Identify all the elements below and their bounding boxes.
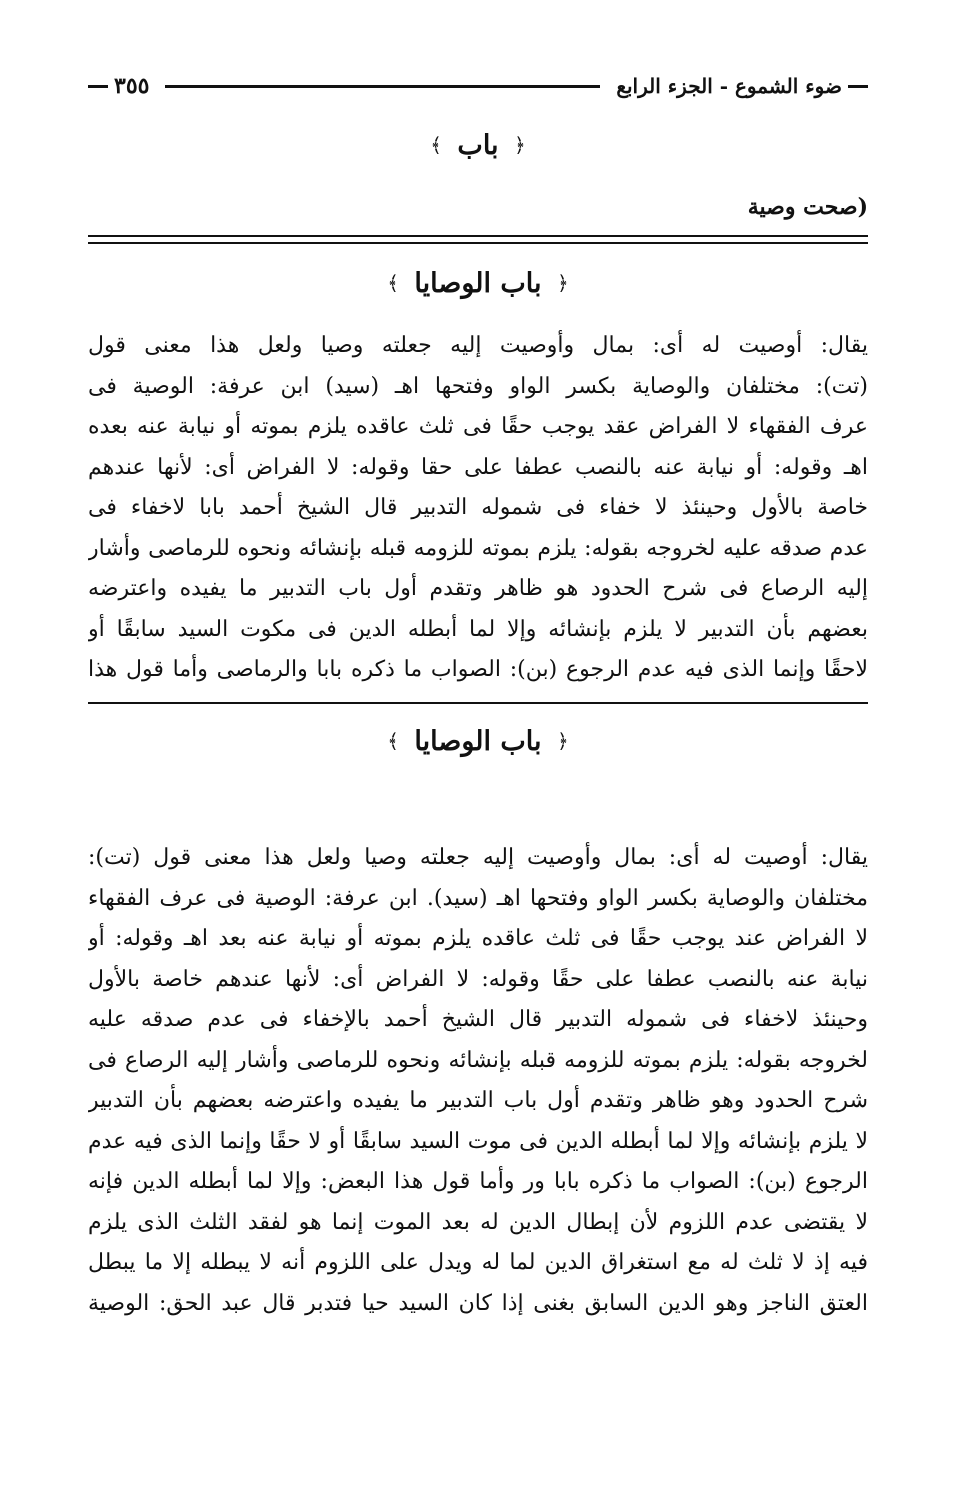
text-line: يقال: أوصيت له أى: بمال وأوصيت إليه جعلته وصيا ولعل هذا معنى قول bbox=[88, 333, 868, 358]
text-line: بعضهم بأن التدبير لا يلزم بإنشائه وإلا لما أبطله الدين فى مكوت السيد سابقًا أو bbox=[88, 616, 868, 642]
running-title: ضوء الشموع - الجزء الرابع bbox=[616, 74, 842, 98]
header-rule bbox=[165, 85, 600, 88]
divider-double-bottom bbox=[88, 242, 868, 244]
header-dash-left bbox=[88, 85, 108, 88]
text-line: وحينئذ لاخفاء فى شموله التدبير قال الشيخ أحمد بالإخفاء فى عدم صدقه عليه bbox=[88, 1007, 868, 1032]
chapter-heading-text: باب bbox=[457, 130, 499, 161]
chapter-heading bbox=[88, 130, 868, 161]
ornament-bracket-close: ﴾ bbox=[387, 271, 400, 295]
header-dash-right bbox=[848, 85, 868, 88]
ornament-bracket-open: ﴿ bbox=[556, 729, 569, 753]
text-line: لا يلزم بإنشائه وإلا لما أبطله الدين فى موت السيد سابقًا أو لا حقًا وإنما الذى فيه عدم bbox=[88, 1128, 868, 1154]
text-line: لخروجه بقوله: يلزم بموته للزومه قبله بإنشائه ونحوه للرماصى وأشار إليه الرصاع فى bbox=[88, 1047, 868, 1073]
section1-heading bbox=[88, 268, 868, 299]
text-line: يقال: أوصيت له أى: بمال وأوصيت إليه جعلته وصيا ولعل هذا معنى قول (تت): bbox=[88, 845, 868, 870]
ornament-bracket-close: ﴾ bbox=[430, 133, 442, 157]
text-line: نيابة عنه بالنصب عطفا على حقًا وقوله: لا الفراض أى: لأنها عندهم خاصة بالأول bbox=[88, 966, 868, 992]
section2-heading-text: باب الوصايا bbox=[414, 726, 542, 757]
section-divider bbox=[88, 702, 868, 704]
text-line: لاحقًا وإنما الذى فيه عدم الرجوع (بن): الصواب ما ذكره بابا والرماصى وأما قول هذا bbox=[88, 657, 868, 682]
text-line: (تت): مختلفان والوصاية بكسر الواو وفتحها اهـ (سيد) ابن عرفة: الوصية فى bbox=[88, 373, 868, 399]
text-line: اهـ وقوله: أو نيابة عنه بالنصب عطفا على حقا وقوله: لا الفراض أى: لأنها عندهم bbox=[88, 454, 868, 480]
ornament-bracket-open: ﴿ bbox=[513, 133, 526, 157]
ornament-bracket-close: ﴾ bbox=[387, 729, 400, 753]
text-line: خاصة بالأول وحينئذ لا خفاء فى شموله التدبير قال الشيخ أحمد بابا لاخفاء فى bbox=[88, 495, 868, 520]
text-line: مختلفان والوصاية بكسر الواو وفتحها اهـ (سيد). ابن عرفة: الوصية فى عرف الفقهاء bbox=[88, 885, 868, 911]
section2-paragraph bbox=[88, 838, 868, 1324]
section1-paragraph bbox=[88, 326, 868, 691]
text-line: لا يقتضى عدم اللزوم لأن إبطال الدين له بعد الموت إنما هو لفقد الثلث الذى يلزم bbox=[88, 1209, 868, 1235]
section2-heading bbox=[88, 726, 868, 757]
text-line: عدم صدقه عليه لخروجه بقوله: يلزم بموته للزومه قبله بإنشائه ونحوه للرماصى وأشار bbox=[88, 535, 868, 561]
text-line: الرجوع (بن): الصواب ما ذكره بابا ور وأما قول هذا البعض: وإلا لما أبطله الدين فإنه bbox=[88, 1169, 868, 1194]
subheading: (صحت وصية bbox=[747, 194, 868, 220]
text-line: لا الفراض عند يوجب حقًا فى ثلث عاقده يلزم بموته أو نيابة عنه بعد اهـ وقوله: أو bbox=[88, 926, 868, 951]
running-header bbox=[88, 66, 868, 106]
text-line: عرف الفقهاء لا الفراض عقد يوجب حقًا فى ثلث عاقده يلزم بموته أو نيابة عنه بعده bbox=[88, 414, 868, 439]
page-number: ٣٥٥ bbox=[114, 73, 150, 99]
text-line: فيه إذ لا ثلث له مع استغراق الدين لما له ويدل على اللزوم أنه لا يبطله إلا ما يبطل bbox=[88, 1250, 868, 1275]
ornament-bracket-open: ﴿ bbox=[556, 271, 569, 295]
section1-heading-text: باب الوصايا bbox=[414, 268, 542, 299]
text-line: العتق الناجز وهو الدين السابق بغنى إذا كان السيد حيا فتدبر قال عبد الحق: الوصية bbox=[88, 1290, 868, 1316]
divider-double-top bbox=[88, 235, 868, 237]
text-line: إليه الرصاع فى شرح الحدود هو ظاهر وتقدم أول باب التدبير ما يفيده واعترضه bbox=[88, 576, 868, 601]
text-line: شرح الحدود وهو ظاهر وتقدم أول باب التدبير ما يفيده واعترضه بعضهم بأن التدبير bbox=[88, 1088, 868, 1113]
